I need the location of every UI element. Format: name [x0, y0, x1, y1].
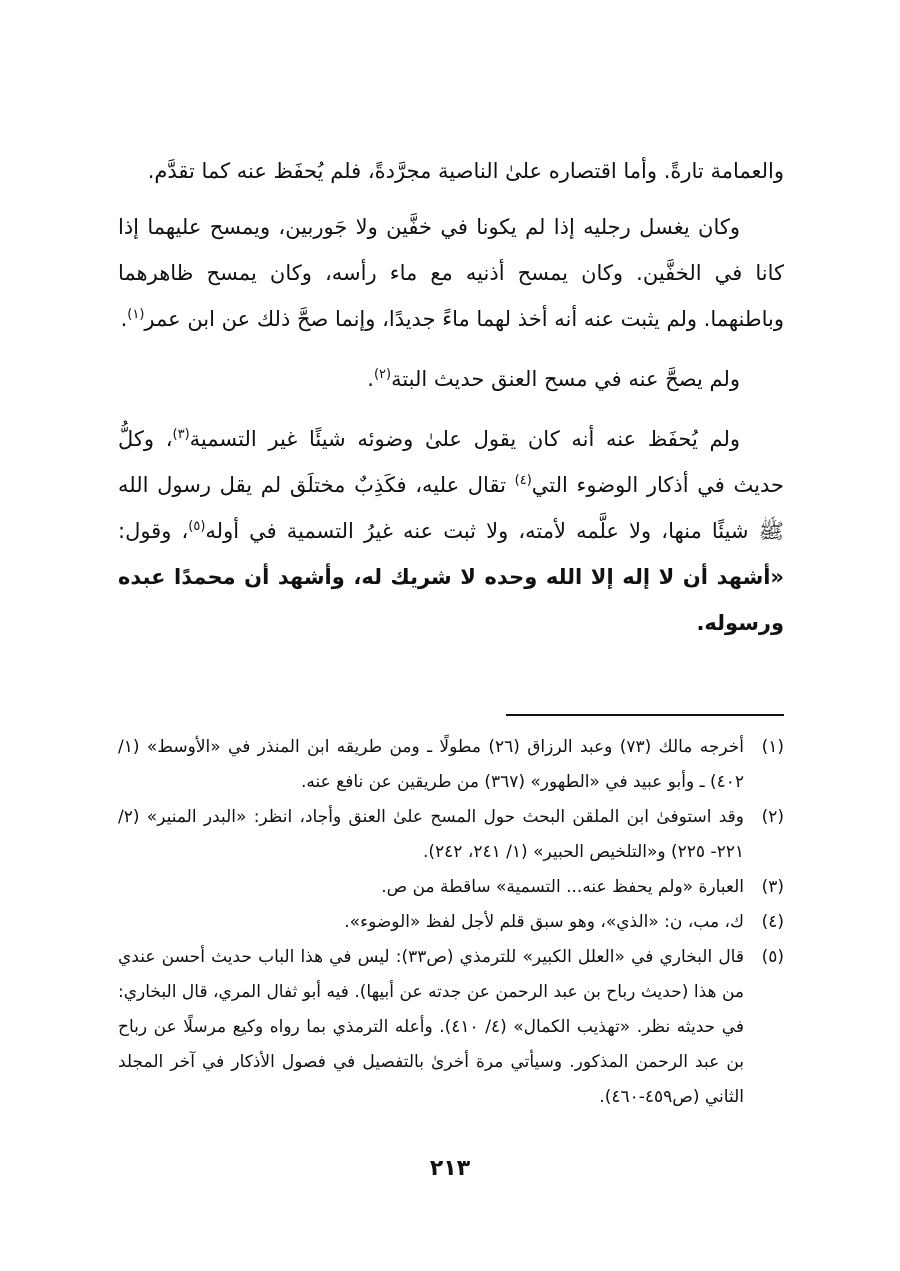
paragraph-2 [118, 204, 784, 342]
footnote-number: (١) [761, 737, 784, 757]
footnote-number: (٢) [761, 807, 784, 827]
paragraph-3-text: ولم يصحَّ عنه في مسح العنق حديث البتة [391, 367, 740, 391]
footnote-1 [118, 730, 784, 800]
shahada-quote: «أشهد أن لا إله إلا الله وحده لا شريك له، وأشهد أن محمدًا عبده ورسوله. [118, 565, 784, 635]
footnote-ref-2: (٢) [373, 367, 392, 382]
footnote-ref-4: (٤) [514, 473, 532, 488]
paragraph-1-text: والعمامة تارةً. وأما اقتصاره علىٰ الناصية مجرَّدةً، فلم يُحفَظ عنه كما تقدَّم. [147, 159, 784, 183]
footnotes [118, 730, 784, 1115]
paragraph-3 [118, 356, 784, 402]
page-number: ٢١٣ [429, 1156, 471, 1181]
footnote-ref-3: (٣) [172, 427, 190, 442]
paragraph-4-text-d: ، وقول: [118, 519, 189, 543]
footnote-text: العبارة «ولم يحفظ عنه... التسمية» ساقطة من ص. [381, 877, 744, 897]
footnote-text: أخرجه مالك (٧٣) وعبد الرزاق (٢٦) مطولًا ـ ومن طريقه ابن المنذر في «الأوسط» (١/ ٤٠٢) ـ وأبو عبيد في «الطهور» (٣٦٧) من طريقين عن نافع عنه. [118, 737, 744, 792]
paragraph-4-text-a: ولم يُحفَظ عنه أنه كان يقول علىٰ وضوئه شيئًا غير التسمية [189, 427, 740, 451]
footnote-2 [118, 800, 784, 870]
footnote-number: (٤) [761, 912, 784, 932]
main-text [118, 148, 784, 646]
paragraph-2-end: . [120, 307, 128, 331]
footnote-ref-1: (١) [127, 307, 145, 322]
footnote-4 [118, 905, 784, 940]
footnote-number: (٣) [761, 877, 784, 897]
footnote-ref-5: (٥) [188, 519, 206, 534]
footnote-text: قال البخاري في «العلل الكبير» للترمذي (ص٣٣): ليس في هذا الباب حديث أحسن عندي من هذا (حديث رباح بن عبد الرحمن عن جدته عن أبيها). فيه أبو ثفال المري، قال البخاري: في حديثه نظر. «تهذيب الكمال» (٤/ ٤١٠). وأعله الترمذي بما رواه وكيع مرسلًا عن رباح بن عبد الرحمن المذكور. وسيأتي مرة أخرىٰ بالتفصيل في فصول الأذكار في آخر المجلد الثاني (ص٤٥٩-٤٦٠). [118, 947, 744, 1107]
paragraph-4-text-c: تقال عليه، فكَذِبٌ مختلَق لم يقل رسول الله ﷺ شيئًا منها، ولا علَّمه لأمته، ولا ثبت عنه غيرُ التسمية في أوله [118, 473, 784, 543]
footnote-divider [506, 714, 784, 716]
footnote-text: ك، مب، ن: «الذي»، وهو سبق قلم لأجل لفظ «الوضوء». [344, 912, 744, 932]
footnote-text: وقد استوفىٰ ابن الملقن البحث حول المسح علىٰ العنق وأجاد، انظر: «البدر المنير» (٢/ ٢٢١- ٢٢٥) و«التلخيص الحبير» (١/ ٢٤١، ٢٤٢). [118, 807, 744, 862]
paragraph-4-text-b: ، وكلُّ حديث في أذكار الوضوء التي [118, 427, 784, 497]
footnote-number: (٥) [761, 947, 784, 967]
paragraph-3-end: . [367, 367, 374, 391]
paragraph-4 [118, 416, 784, 646]
footnote-5 [118, 940, 784, 1115]
paragraph-1 [118, 148, 784, 194]
paragraph-2-text: وكان يغسل رجليه إذا لم يكونا في خفَّين ولا جَوربين، ويمسح عليهما إذا كانا في الخفَّين. وكان يمسح أذنيه مع ماء رأسه، وكان يمسح ظاهرهما وباطنهما. ولم يثبت عنه أنه أخذ لهما ماءً جديدًا، وإنما صحَّ ذلك عن ابن عمر [118, 215, 784, 331]
footnote-3 [118, 870, 784, 905]
